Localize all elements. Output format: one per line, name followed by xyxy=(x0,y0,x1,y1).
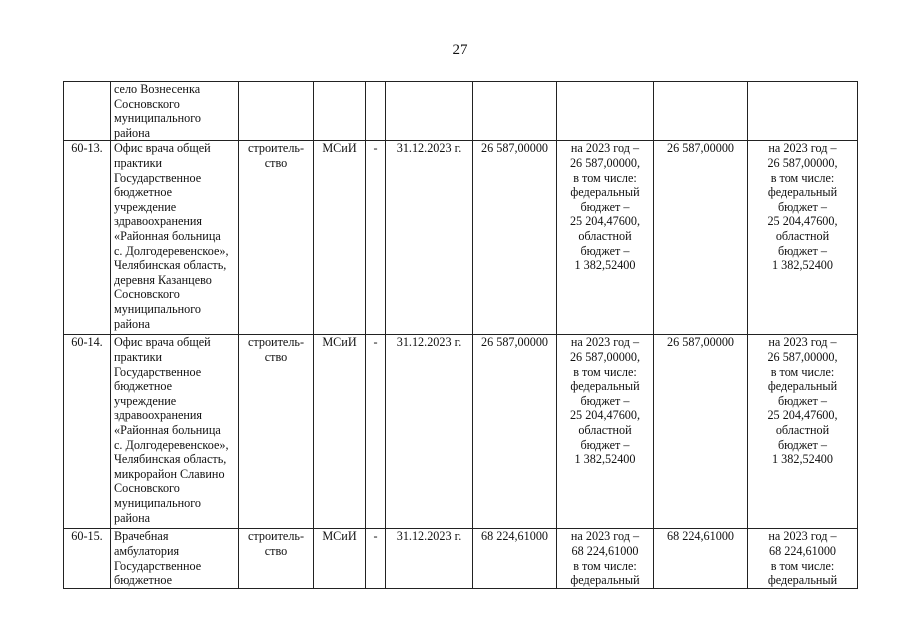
work-type-line: строитель- xyxy=(247,141,305,156)
object-name-line: Сосновского xyxy=(114,96,180,111)
object-name-line: практики xyxy=(114,349,163,364)
allocated-funding-breakdown-line: 68 224,61000 xyxy=(768,543,837,558)
responsible-org: МСиИ xyxy=(314,529,366,589)
funding-breakdown-line: 25 204,47600, xyxy=(569,408,641,423)
allocated-funding-breakdown-line: 1 382,52400 xyxy=(772,452,833,467)
allocated-funding-breakdown-line: 1 382,52400 xyxy=(772,258,833,273)
funding-breakdown-line: 1 382,52400 xyxy=(574,452,636,467)
object-name-line: муниципального xyxy=(114,301,201,316)
row-number: 60-15. xyxy=(64,529,111,589)
funding-breakdown-line: федеральный xyxy=(570,379,640,394)
funding-breakdown-line: 68 224,61000 xyxy=(571,543,639,558)
allocated-funding-breakdown-line: бюджет – xyxy=(777,199,828,214)
row-number: 60-13. xyxy=(64,141,111,335)
object-name-line: Сосновского xyxy=(114,287,180,302)
object-name-line: муниципального xyxy=(114,495,201,510)
object-name-line: муниципального xyxy=(114,111,201,126)
object-name-line: бюджетное xyxy=(114,379,173,394)
dash-cell xyxy=(366,82,386,141)
allocated-funding-breakdown-line: федеральный xyxy=(767,185,838,200)
funding-breakdown-line: федеральный xyxy=(570,573,640,588)
object-name-line: микрорайон Славино xyxy=(114,466,225,481)
responsible-org: МСиИ xyxy=(314,335,366,529)
funding-breakdown-line: бюджет – xyxy=(580,437,630,452)
object-name-line: Государственное xyxy=(114,170,202,185)
allocated-funding-breakdown-line: на 2023 год – xyxy=(768,141,837,156)
estimated-cost: 26 587,00000 xyxy=(473,335,557,529)
deadline-date: 31.12.2023 г. xyxy=(386,335,473,529)
dash-cell: - xyxy=(366,141,386,335)
object-name-line: здравоохранения xyxy=(114,214,203,229)
allocated-funding-breakdown xyxy=(748,141,858,335)
dash-cell: - xyxy=(366,335,386,529)
funding-breakdown-line: бюджет – xyxy=(580,393,630,408)
object-name-line: района xyxy=(114,125,151,140)
allocated-funding-breakdown xyxy=(748,82,858,141)
table-row xyxy=(64,141,858,335)
allocated-funding-breakdown-line: 25 204,47600, xyxy=(767,214,838,229)
objects-table xyxy=(63,81,858,589)
table-row xyxy=(64,335,858,529)
object-name-line: учреждение xyxy=(114,199,177,214)
row-number xyxy=(64,82,111,141)
object-name-line: Государственное xyxy=(114,364,202,379)
funding-breakdown-line: в том числе: xyxy=(573,558,637,573)
allocated-cost: 26 587,00000 xyxy=(654,141,748,335)
funding-breakdown-line: 1 382,52400 xyxy=(574,258,636,273)
allocated-cost: 68 224,61000 xyxy=(654,529,748,589)
object-name-line: Офис врача общей xyxy=(114,141,211,156)
object-name-line: здравоохранения xyxy=(114,408,203,423)
object-name-line: деревня Казанцево xyxy=(114,272,212,287)
object-name-line: Офис врача общей xyxy=(114,335,211,350)
funding-breakdown-line: областной xyxy=(578,228,632,243)
row-number: 60-14. xyxy=(64,335,111,529)
allocated-funding-breakdown-line: 25 204,47600, xyxy=(767,408,838,423)
object-name-line: практики xyxy=(114,155,163,170)
estimated-cost: 26 587,00000 xyxy=(473,141,557,335)
funding-breakdown-line: на 2023 год – xyxy=(570,529,640,544)
object-name xyxy=(111,82,239,141)
funding-breakdown-line: на 2023 год – xyxy=(570,141,640,156)
allocated-funding-breakdown-line: федеральный xyxy=(767,379,838,394)
allocated-funding-breakdown-line: на 2023 год – xyxy=(768,335,837,350)
object-name-line: «Районная больница xyxy=(114,228,221,243)
table-body xyxy=(64,82,858,589)
object-name-line: бюджетное xyxy=(114,185,173,200)
table-row xyxy=(64,82,858,141)
work-type-line: ство xyxy=(264,155,288,170)
allocated-funding-breakdown-line: бюджет – xyxy=(777,243,828,258)
work-type-line: строитель- xyxy=(247,529,305,544)
deadline-date xyxy=(386,82,473,141)
object-name-line: с. Долгодеревенское», xyxy=(114,243,229,258)
object-name-line: Сосновского xyxy=(114,481,180,496)
object-name xyxy=(111,335,239,529)
estimated-cost: 68 224,61000 xyxy=(473,529,557,589)
deadline-date: 31.12.2023 г. xyxy=(386,529,473,589)
work-type xyxy=(239,335,314,529)
allocated-funding-breakdown-line: 26 587,00000, xyxy=(767,349,838,364)
funding-breakdown-line: в том числе: xyxy=(573,170,637,185)
funding-breakdown-line: бюджет – xyxy=(580,243,630,258)
object-name-line: района xyxy=(114,316,151,331)
work-type-line: ство xyxy=(264,543,288,558)
funding-breakdown-line: областной xyxy=(578,422,632,437)
responsible-org: МСиИ xyxy=(314,141,366,335)
object-name-line: село Вознесенка xyxy=(114,82,201,96)
object-name-line: района xyxy=(114,510,151,525)
object-name-line: Государственное xyxy=(114,558,202,573)
funding-breakdown-line: федеральный xyxy=(570,185,640,200)
object-name xyxy=(111,141,239,335)
funding-breakdown-line: бюджет – xyxy=(580,199,630,214)
funding-breakdown-line: в том числе: xyxy=(573,364,637,379)
funding-breakdown xyxy=(557,141,654,335)
allocated-cost xyxy=(654,82,748,141)
funding-breakdown-line: 25 204,47600, xyxy=(569,214,641,229)
allocated-funding-breakdown-line: в том числе: xyxy=(770,170,835,185)
allocated-funding-breakdown-line: областной xyxy=(775,422,830,437)
object-name-line: «Районная больница xyxy=(114,422,221,437)
responsible-org xyxy=(314,82,366,141)
estimated-cost xyxy=(473,82,557,141)
object-name-line: учреждение xyxy=(114,393,177,408)
deadline-date: 31.12.2023 г. xyxy=(386,141,473,335)
work-type xyxy=(239,529,314,589)
work-type-line: строитель- xyxy=(247,335,305,350)
work-type xyxy=(239,141,314,335)
allocated-funding-breakdown-line: федеральный xyxy=(767,573,838,588)
work-type xyxy=(239,82,314,141)
allocated-cost: 26 587,00000 xyxy=(654,335,748,529)
object-name-line: с. Долгодеревенское», xyxy=(114,437,229,452)
work-type-line: ство xyxy=(264,349,288,364)
allocated-funding-breakdown xyxy=(748,335,858,529)
table-row xyxy=(64,529,858,589)
object-name-line: Челябинская область, xyxy=(114,258,227,273)
allocated-funding-breakdown-line: 26 587,00000, xyxy=(767,155,838,170)
allocated-funding-breakdown xyxy=(748,529,858,589)
funding-breakdown xyxy=(557,529,654,589)
allocated-funding-breakdown-line: бюджет – xyxy=(777,393,828,408)
object-name-line: бюджетное xyxy=(114,573,173,588)
allocated-funding-breakdown-line: на 2023 год – xyxy=(768,529,837,544)
object-name xyxy=(111,529,239,589)
allocated-funding-breakdown-line: областной xyxy=(775,228,830,243)
funding-breakdown xyxy=(557,82,654,141)
object-name-line: амбулатория xyxy=(114,543,180,558)
allocated-funding-breakdown-line: в том числе: xyxy=(770,558,835,573)
dash-cell: - xyxy=(366,529,386,589)
funding-breakdown xyxy=(557,335,654,529)
page-number: 27 xyxy=(452,42,468,58)
allocated-funding-breakdown-line: бюджет – xyxy=(777,437,828,452)
object-name-line: Челябинская область, xyxy=(114,452,227,467)
funding-breakdown-line: 26 587,00000, xyxy=(569,155,641,170)
object-name-line: Врачебная xyxy=(114,529,169,544)
funding-breakdown-line: на 2023 год – xyxy=(570,335,640,350)
funding-breakdown-line: 26 587,00000, xyxy=(569,349,641,364)
allocated-funding-breakdown-line: в том числе: xyxy=(770,364,835,379)
